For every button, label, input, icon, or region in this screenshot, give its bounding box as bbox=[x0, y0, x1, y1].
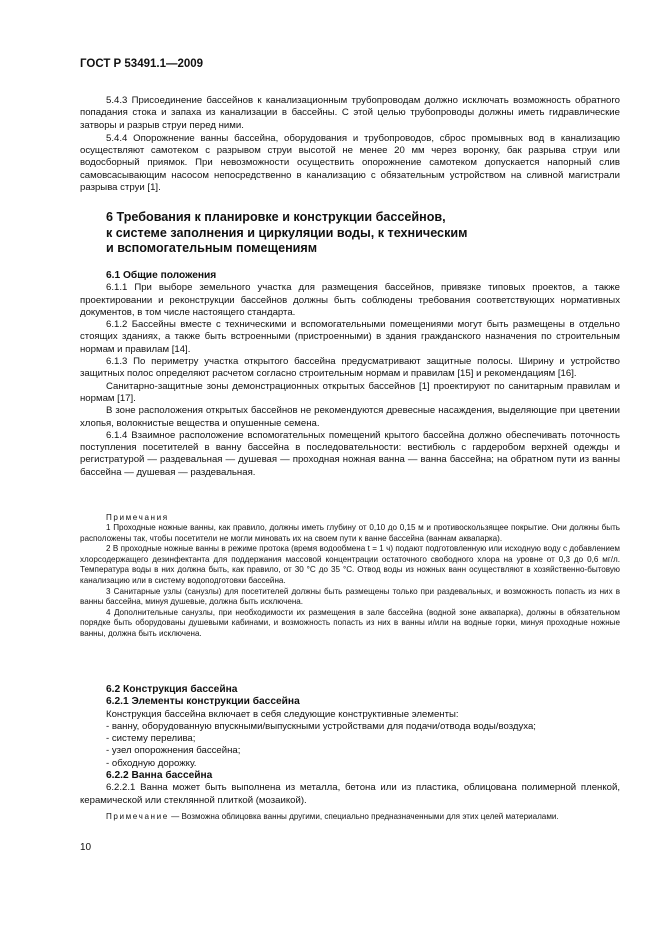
elements-list bbox=[106, 721, 620, 770]
final-note-text: — Возможна облицовка ванны другими, специально предназначенными для этих целей материалами. bbox=[171, 811, 559, 821]
section-6-title-line-2: к системе заполнения и циркуляции воды, к техническим bbox=[106, 225, 468, 240]
section-6-2-2-title: 6.2.2 Ванна бассейна bbox=[106, 770, 213, 782]
block-543-544 bbox=[80, 95, 620, 194]
notes-block bbox=[80, 512, 620, 640]
paragraph-6-1-3-b: Санитарно-защитные зоны демонстрационных открытых бассейнов [1] проектируют по санитарным правилам и нормам [17]. bbox=[80, 380, 620, 404]
list-item: - обходную дорожку. bbox=[106, 757, 197, 769]
final-note bbox=[80, 812, 620, 823]
paragraph-6-2-2-1: 6.2.2.1 Ванна может быть выполнена из металла, бетона или из пластика, облицована полимерной пленкой, керамической или стеклянной плиткой (мозаикой). bbox=[80, 782, 620, 806]
section-6-2-title: 6.2 Конструкция бассейна bbox=[106, 684, 238, 695]
section-6-2-1-title: 6.2.1 Элементы конструкции бассейна bbox=[106, 696, 300, 708]
section-6-title-line-3: и вспомогательным помещениям bbox=[106, 241, 318, 255]
notes-heading: Примечания bbox=[106, 513, 169, 522]
section-6-1-title: 6.1 Общие положения bbox=[106, 270, 217, 281]
paragraph-6-1-2: 6.1.2 Бассейны вместе с техническими и вспомогательными помещениями могут быть размещены в отдельно стоящих зданиях, а также быть встроенными (пристроенными) в здания гражданского назначения по строительным нормам и правилам [14]. bbox=[80, 319, 620, 355]
list-item: - систему перелива; bbox=[106, 733, 196, 745]
section-6-2 bbox=[80, 684, 620, 823]
paragraph-6-1-1: 6.1.1 При выборе земельного участка для размещения бассейнов, привязке типовых проектов, а также проектировании и реконструкции бассейнов должны быть соблюдены требования соответствующих нормативных документов, в том числе настоящего стандарта. bbox=[80, 282, 620, 318]
section-6-1 bbox=[80, 270, 620, 479]
paragraph-6-1-4: 6.1.4 Взаимное расположение вспомогательных помещений крытого бассейна должно обеспечивать поточность поступления посетителей в ванну бассейна в последовательности: вестибюль с гардеробом верхней одежды и регистратурой — раздевальная — душевая — проходная ножная ванна — ванна бассейна; на обратном пути из ванны бассейна — душевая — раздевальная. bbox=[80, 429, 620, 478]
note-2: 2 В проходные ножные ванны в режиме протока (время водообмена t = 1 ч) подают подготовленную или исходную воду с добавлением хлорсодержащего дезинфектанта для поддержания массовой концентрации остаточного свободного хлора на уровне от 0,3 до 0,6 мг/л. Температура воды в них должна быть, как правило, от 30 °С до 35 °С. Отвод воды из ножных ванн осуществляют в хозяйственно-бытовую канализацию или в систему водоподготовки бассейна. bbox=[80, 544, 620, 585]
section-6-title-line-1: 6 Требования к планировке и конструкции бассейнов, bbox=[106, 210, 446, 224]
page-number: 10 bbox=[80, 842, 92, 853]
paragraph-6-1-3: 6.1.3 По периметру участка открытого бассейна предусматривают защитные полосы. Ширину и устройство защитных полос определяют расчетом согласно строительным нормам и правилам [15] и рекомендациям [16]. bbox=[80, 356, 620, 380]
section-6-2-1-intro: Конструкция бассейна включает в себя следующие конструктивные элементы: bbox=[106, 708, 459, 720]
document-code: ГОСТ Р 53491.1—2009 bbox=[80, 58, 204, 70]
note-1: 1 Проходные ножные ванны, как правило, должны иметь глубину от 0,10 до 0,15 м и противоскользящее покрытие. Они должны быть расположены так, чтобы посетители не могли миновать их на своем пути к ванне бассейна (ваннам аквапарка). bbox=[80, 523, 620, 543]
note-3: 3 Санитарные узлы (санузлы) для посетителей должны быть размещены только при раздевальных, и возможность попасть из них в ванны бассейна, минуя душевые, должна быть исключена. bbox=[80, 586, 620, 607]
paragraph-6-1-3-c: В зоне расположения открытых бассейнов не рекомендуются древесные насаждения, выделяющие при цветении хлопья, волокнистые вещества и опушенные семена. bbox=[80, 405, 620, 429]
paragraph-5-4-4: 5.4.4 Опорожнение ванны бассейна, оборудования и трубопроводов, сброс промывных вод в канализацию осуществляют самотеком с разрывом струи высотой не менее 20 мм через воронку, бак разрыва струи или водосборный приямок. При невозможности осуществить опорожнение самотеком допускается напорный слив самовсасывающим насосом непосредственно в канализацию с обязательным устройством на сливной магистрали разрыва струи [1]. bbox=[80, 132, 620, 194]
paragraph-5-4-3: 5.4.3 Присоединение бассейнов к канализационным трубопроводам должно исключать возможность обратного попадания стока и запаха из канализации в бассейны. С этой целью трубопроводы должны иметь гидравлические затворы и разрыв струи перед ними. bbox=[80, 95, 620, 131]
list-item: - узел опорожнения бассейна; bbox=[106, 745, 241, 757]
note-4: 4 Дополнительные санузлы, при необходимости их размещения в зале бассейна (водной зоне аквапарка), должны в обязательном порядке быть оборудованы душевыми кабинами, и возможность попасть из них в ванны и/или на водные горки, минуя проходные ножные ванны, должна быть исключена. bbox=[80, 607, 620, 638]
section-6-heading bbox=[80, 210, 620, 257]
final-note-label: Примечание bbox=[106, 811, 169, 821]
list-item: - ванну, оборудованную впускными/выпускными устройствами для подачи/отвода воды/воздуха; bbox=[106, 720, 536, 732]
